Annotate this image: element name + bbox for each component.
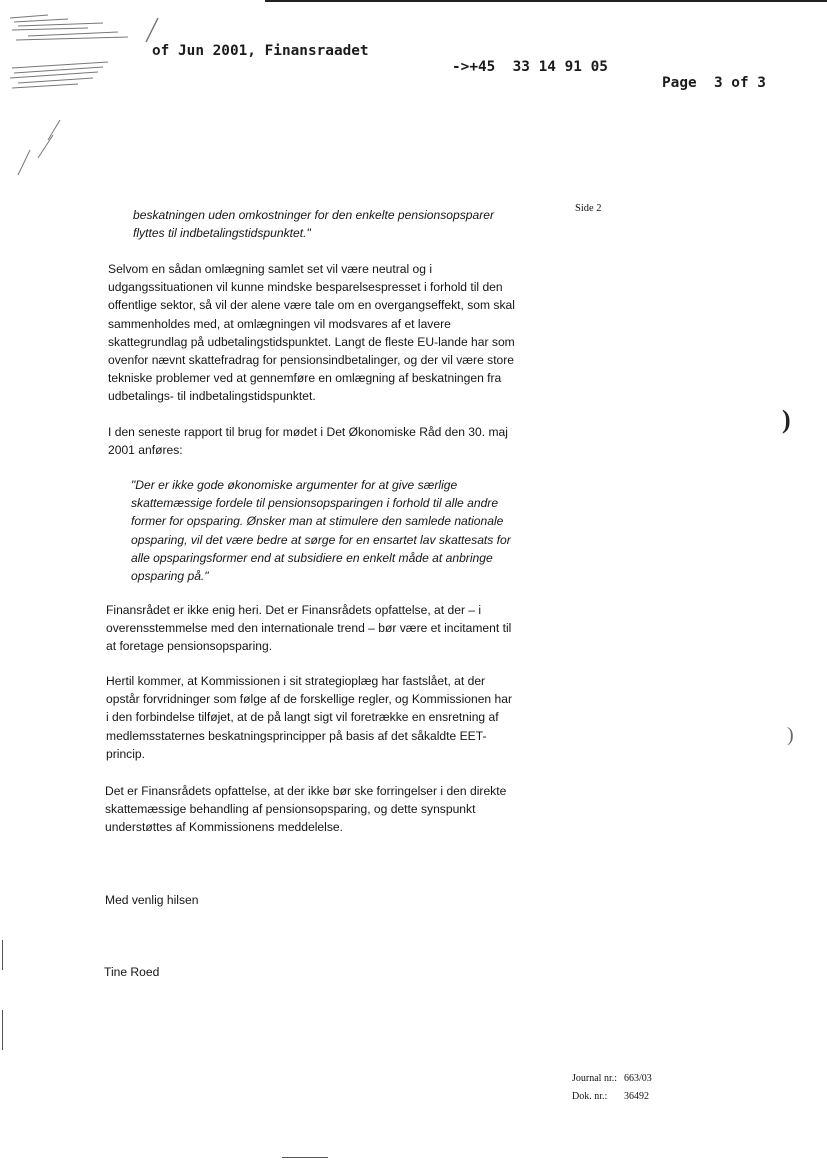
- dok-number: 36492: [624, 1091, 649, 1102]
- bottom-rule: [282, 1157, 328, 1158]
- paragraph-line: ovenfor nævnt skattefradrag for pensionsindbetalinger, og der vil være store: [108, 353, 515, 368]
- paragraph-5: [105, 782, 506, 837]
- top-rule: [265, 0, 827, 2]
- paragraph-line: tekniske problemer ved at gennemføre en omlægning af beskatningen fra: [108, 371, 502, 386]
- paragraph-line: Selvom en sådan omlægning samlet set vil være neutral og i: [108, 262, 433, 276]
- scan-smudge-top-left: [8, 10, 168, 190]
- paragraph-line: opstår forvridninger som følge af de forskellige regler, og Kommissionen har: [106, 692, 513, 707]
- paragraph-line: I den seneste rapport til brug for mødet i Det Økonomiske Råd den 30. maj: [108, 425, 508, 439]
- side-label: Side 2: [575, 203, 602, 214]
- paragraph-line: udgangssituationen vil kunne mindske besparelsespresset i forhold til den: [108, 280, 503, 295]
- quote-line: former for opsparing. Ønsker man at stimulere den samlede nationale: [131, 514, 504, 529]
- paragraph-line: understøttes af Kommissionens meddelelse.: [105, 820, 343, 835]
- dok-label: Dok. nr.:: [572, 1091, 608, 1102]
- journal-number: 663/03: [624, 1073, 652, 1084]
- quote-line: beskatningen uden omkostninger for den enkelte pensionsopsparer: [133, 208, 495, 222]
- paragraph-3: [106, 601, 511, 656]
- paragraph-line: skattemæssige behandling af pensionsopsparing, og dette synspunkt: [105, 802, 476, 817]
- quote-line: flyttes til indbetalingstidspunktet.": [133, 226, 311, 241]
- fax-header: [152, 27, 766, 91]
- fax-date-sender: of Jun 2001, Finansraadet: [152, 43, 369, 59]
- margin-line: [2, 940, 3, 970]
- fax-page-count: Page 3 of 3: [662, 75, 766, 91]
- paragraph-line: udbetalings- til indbetalingstidspunktet.: [108, 389, 316, 404]
- paragraph-line: sammenholdes med, at omlægningen vil modsvares af et lavere: [108, 316, 451, 331]
- paragraph-4: [106, 672, 512, 763]
- paragraph-line: medlemsstaternes beskatningsprincipper på basis af det såkaldte EET-: [106, 728, 487, 743]
- quote-line: "Der er ikke gode økonomiske argumenter for at give særlige: [131, 478, 458, 492]
- paragraph-2: [108, 423, 508, 459]
- quote-continuation: [133, 206, 494, 242]
- paragraph-line: Det er Finansrådets opfattelse, at der ikke bør ske forringelser i den direkte: [105, 784, 507, 798]
- bracket-mark: ): [787, 724, 794, 746]
- quote-line: opsparing på.": [131, 569, 209, 584]
- paragraph-line: Finansrådet er ikke enig heri. Det er Finansrådets opfattelse, at der – i: [106, 603, 482, 617]
- quote-block: [131, 476, 511, 585]
- paragraph-1: [108, 260, 515, 406]
- paragraph-line: i den forbindelse tilføjet, at de på langt sigt vil foretrække en ensretning af: [106, 710, 499, 725]
- quote-line: opsparing, vil det være bedre at sørge for en ensartet lav skattesats for: [131, 532, 511, 547]
- paragraph-line: 2001 anføres:: [108, 443, 183, 458]
- signature: Tine Roed: [104, 965, 160, 979]
- paragraph-line: offentlige sektor, så vil der alene være tale om en overgangseffekt, som skal: [108, 298, 515, 313]
- paragraph-line: Hertil kommer, at Kommissionen i sit strategioplæg har fastslået, at der: [106, 674, 486, 688]
- margin-line: [2, 1010, 3, 1050]
- journal-block: [572, 1070, 652, 1106]
- paragraph-line: princip.: [106, 746, 145, 761]
- quote-line: alle opsparingsformer end at subsidiere en enkelt måde at anbringe: [131, 550, 493, 565]
- paragraph-line: overensstemmelse med den internationale trend – bør være et incitament til: [106, 621, 512, 636]
- paragraph-line: at foretage pensionsopsparing.: [106, 639, 273, 654]
- fax-number: ->+45 33 14 91 05: [452, 59, 608, 75]
- quote-line: skattemæssige fordele til pensionsopsparingen i forhold til alle andre: [131, 496, 499, 511]
- bracket-mark: ): [782, 405, 791, 434]
- closing: Med venlig hilsen: [105, 893, 199, 907]
- paragraph-line: skattegrundlag på udbetalingstidspunktet. Langt de fleste EU-lande har som: [108, 334, 515, 349]
- journal-label: Journal nr.:: [572, 1073, 617, 1084]
